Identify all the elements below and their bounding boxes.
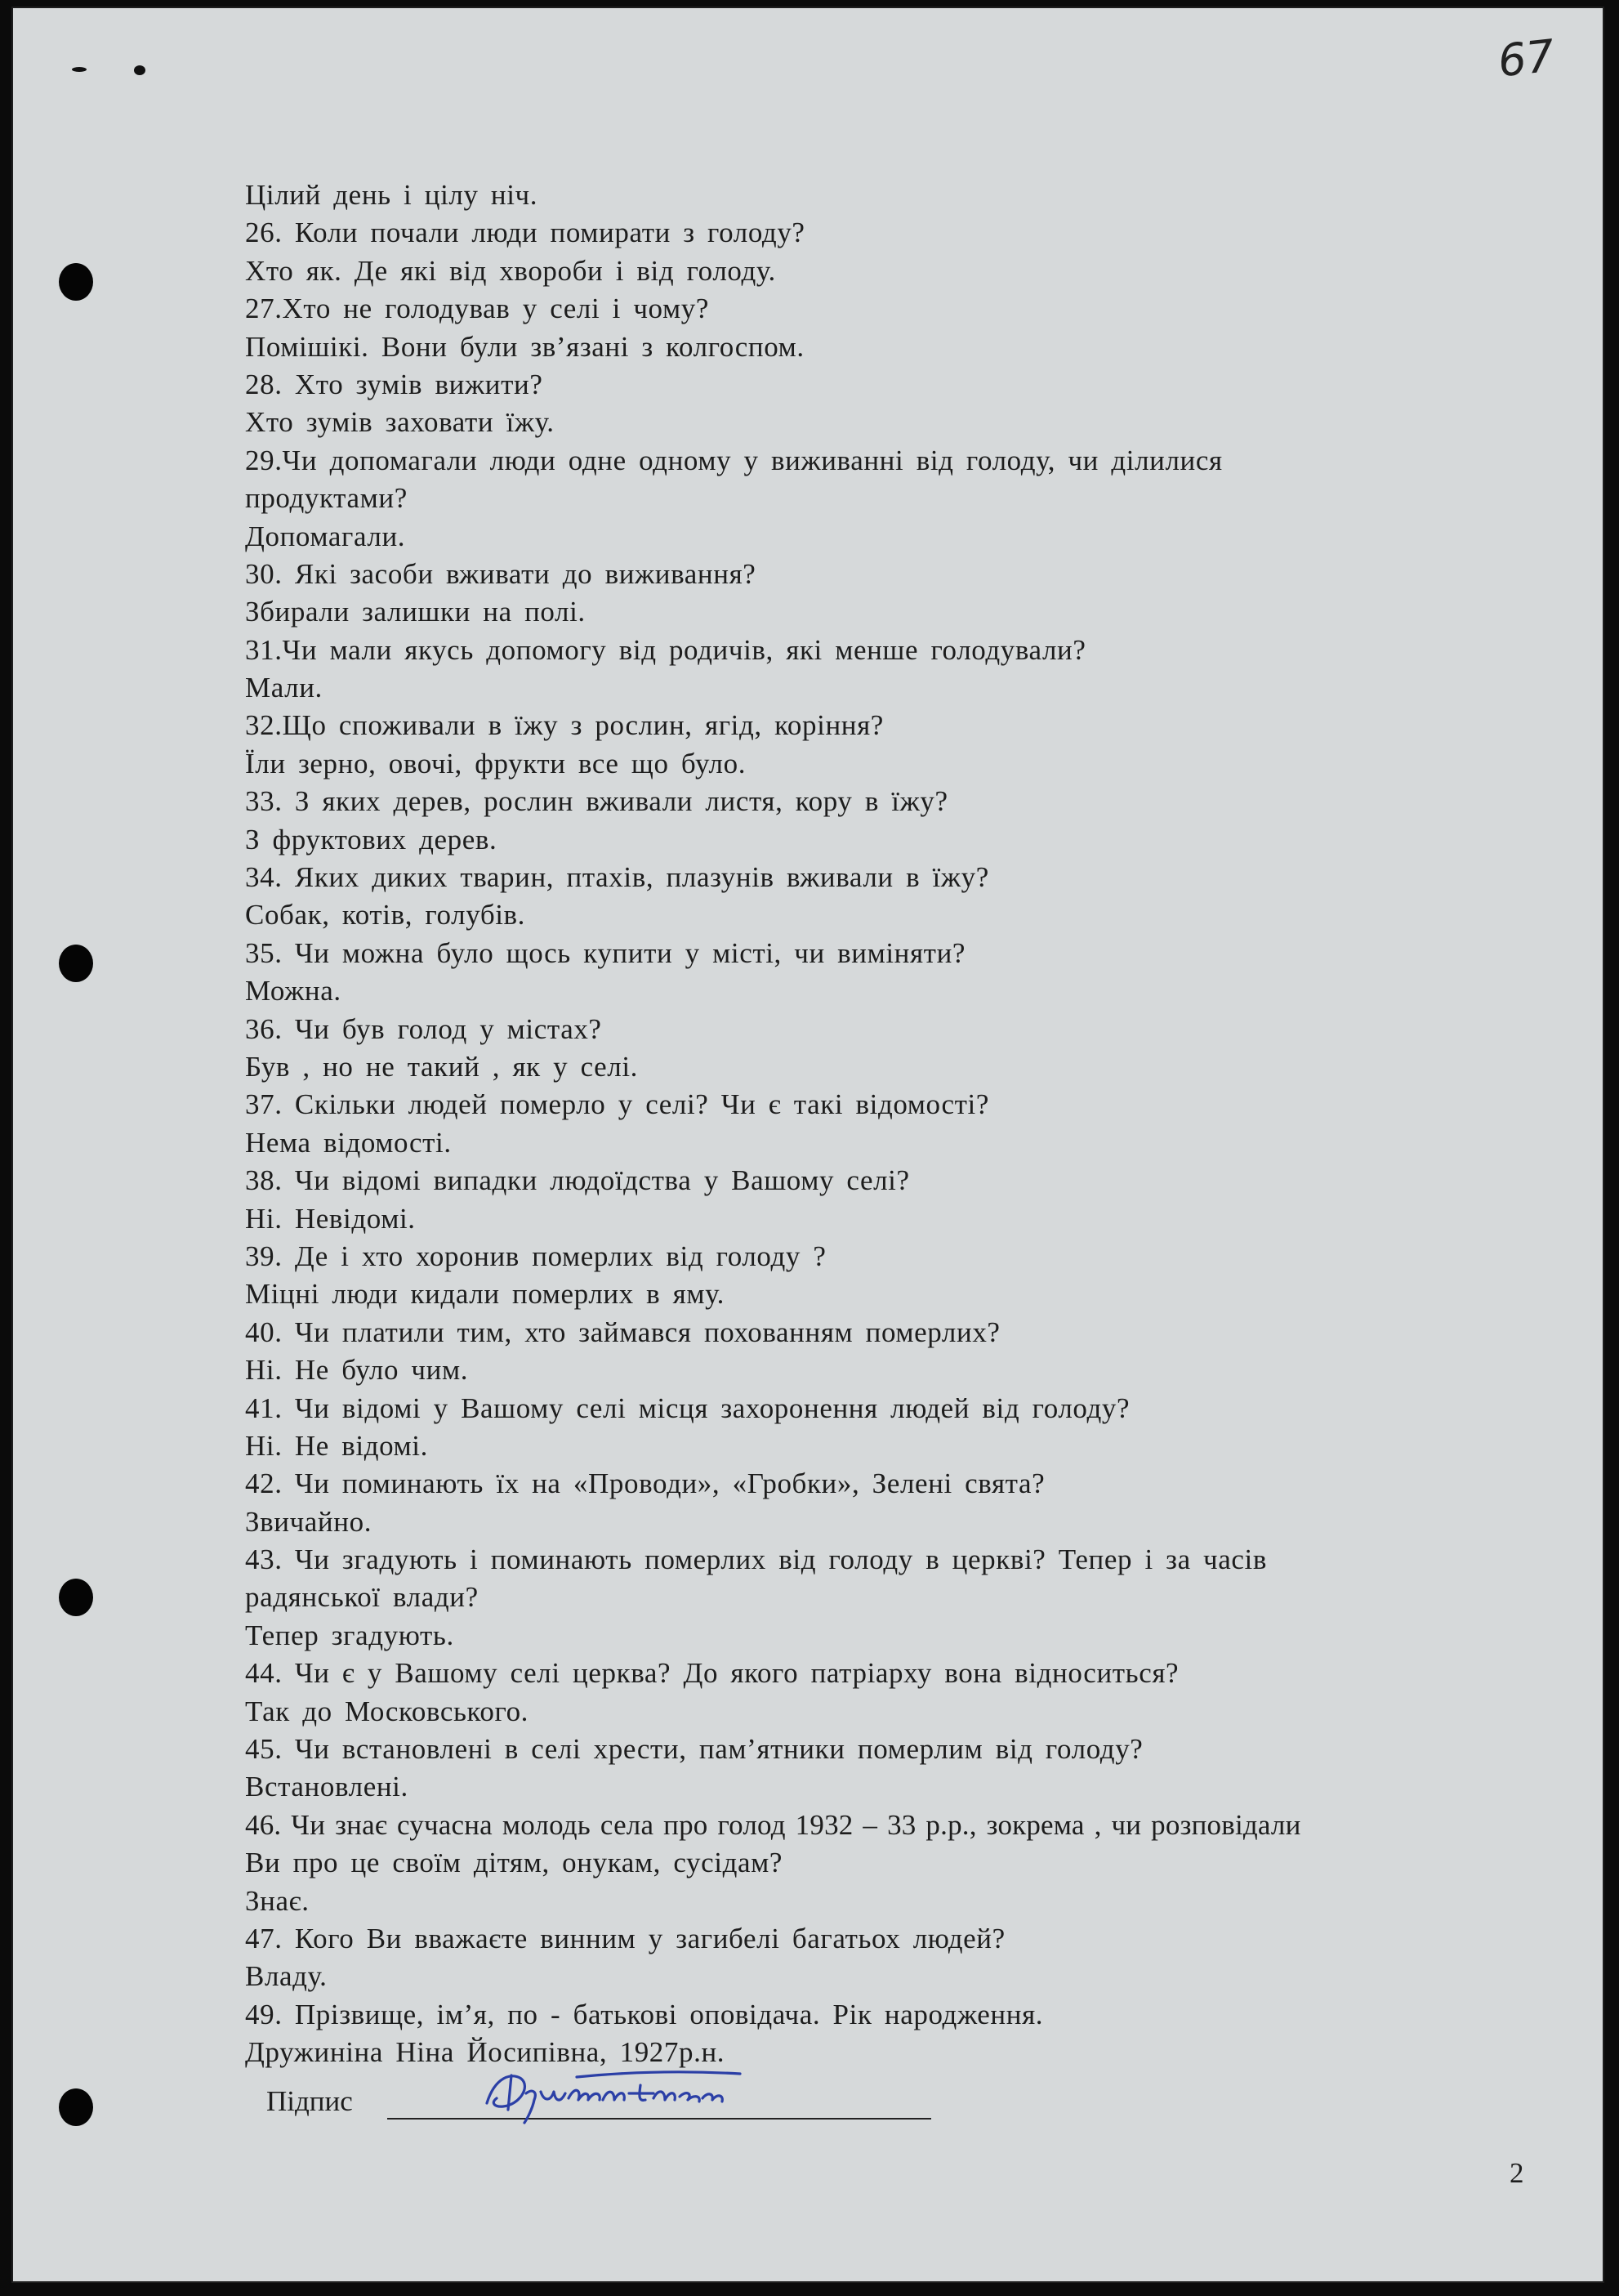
question-line: 26. Коли почали люди помирати з голоду? — [245, 217, 805, 249]
scan-speck — [72, 67, 87, 72]
answer-line: Мали. — [245, 672, 323, 704]
handwritten-folio-number: 67 — [1495, 29, 1557, 87]
answer-line: Допомагали. — [245, 520, 406, 552]
answer-line: Дружиніна Ніна Йосипівна, 1927р.н. — [245, 2036, 725, 2069]
handwritten-signature — [479, 2061, 838, 2126]
answer-line: Помішікі. Вони були зв’язані з колгоспом. — [245, 330, 805, 363]
question-line: радянської влади? — [245, 1581, 479, 1614]
answer-line: Хто зумів заховати їжу. — [245, 406, 555, 439]
answer-line: Хто як. Де які від хвороби і від голоду. — [245, 254, 776, 287]
answer-line: Нема відомості. — [245, 1126, 452, 1159]
answer-line: Звичайно. — [245, 1505, 372, 1538]
question-line: 46. Чи знає сучасна молодь села про голод 1932 – 33 р.р., зокрема , чи розповідали — [245, 1808, 1301, 1841]
question-line: 39. Де і хто хоронив померлих від голоду ? — [245, 1240, 827, 1272]
question-line: 34. Яких диких тварин, птахів, плазунів вживали в їжу? — [245, 861, 989, 894]
question-line: 42. Чи поминають їх на «Проводи», «Гробки», Зелені свята? — [245, 1467, 1046, 1500]
question-line: 33. З яких дерев, рослин вживали листя, кору в їжу? — [245, 785, 948, 818]
question-line: 27.Хто не голодував у селі і чому? — [245, 293, 709, 325]
answer-line: З фруктових дерев. — [245, 823, 497, 855]
answer-line: Їли зерно, овочі, фрукти все що було. — [245, 747, 747, 779]
answer-line: Встановлені. — [245, 1771, 408, 1803]
question-line: 37. Скільки людей померло у селі? Чи є такі відомості? — [245, 1088, 990, 1121]
question-line: 28. Хто зумів вижити? — [245, 368, 543, 400]
punch-hole — [59, 263, 93, 301]
answer-line: Ні. Не відомі. — [245, 1429, 428, 1462]
question-line: 31.Чи мали якусь допомогу від родичів, які менше голодували? — [245, 633, 1086, 666]
page-number: 2 — [1510, 2157, 1524, 2189]
question-line: 35. Чи можна було щось купити у місті, чи виміняти? — [245, 936, 966, 969]
question-line: 40. Чи платили тим, хто займався похованням померлих? — [245, 1316, 1001, 1348]
answer-line: Ні. Не було чим. — [245, 1354, 469, 1387]
punch-hole — [59, 1579, 93, 1616]
question-line: 41. Чи відомі у Вашому селі місця захоронення людей від голоду? — [245, 1391, 1131, 1424]
answer-line: Знає. — [245, 1884, 310, 1917]
answer-line: Владу. — [245, 1960, 328, 1993]
question-line: Ви про це своїм дітям, онукам, сусідам? — [245, 1847, 783, 1879]
answer-line: Тепер згадують. — [245, 1619, 454, 1651]
question-line: 30. Які засоби вживати до виживання? — [245, 557, 756, 590]
question-line: 29.Чи допомагали люди одне одному у виживанні від голоду, чи ділилися — [245, 444, 1223, 476]
text-line: Цілий день і цілу ніч. — [245, 179, 538, 211]
answer-line: Можна. — [245, 975, 341, 1007]
question-line: 47. Кого Ви вважаєте винним у загибелі багатьох людей? — [245, 1922, 1006, 1954]
question-line: 38. Чи відомі випадки людоїдства у Вашому селі? — [245, 1164, 910, 1197]
question-line: продуктами? — [245, 482, 408, 515]
question-line: 45. Чи встановлені в селі хрести, пам’ятники померлим від голоду? — [245, 1733, 1144, 1766]
question-line: 43. Чи згадують і поминають померлих від голоду в церкві? Тепер і за часів — [245, 1543, 1267, 1576]
document-page — [11, 7, 1604, 2283]
question-line: 36. Чи був голод у містах? — [245, 1012, 602, 1045]
question-line: 44. Чи є у Вашому селі церква? До якого патріарху вона відноситься? — [245, 1657, 1180, 1690]
question-line: 49. Прізвище, ім’я, по - батькові оповідача. Рік народження. — [245, 1998, 1044, 2030]
answer-line: Збирали залишки на полі. — [245, 596, 586, 628]
answer-line: Собак, котів, голубів. — [245, 899, 526, 931]
answer-line: Був , но не такий , як у селі. — [245, 1050, 639, 1083]
question-line: 32.Що споживали в їжу з рослин, ягід, коріння? — [245, 709, 884, 742]
signature-label: Підпис — [266, 2085, 353, 2117]
signature-row — [266, 2082, 1083, 2131]
answer-line: Так до Московського. — [245, 1695, 529, 1727]
questionnaire-text — [245, 176, 1519, 2072]
answer-line: Ні. Невідомі. — [245, 1202, 416, 1235]
scan-speck — [134, 65, 145, 75]
punch-hole — [59, 2088, 93, 2126]
answer-line: Міцні люди кидали померлих в яму. — [245, 1278, 725, 1311]
punch-hole — [59, 945, 93, 982]
